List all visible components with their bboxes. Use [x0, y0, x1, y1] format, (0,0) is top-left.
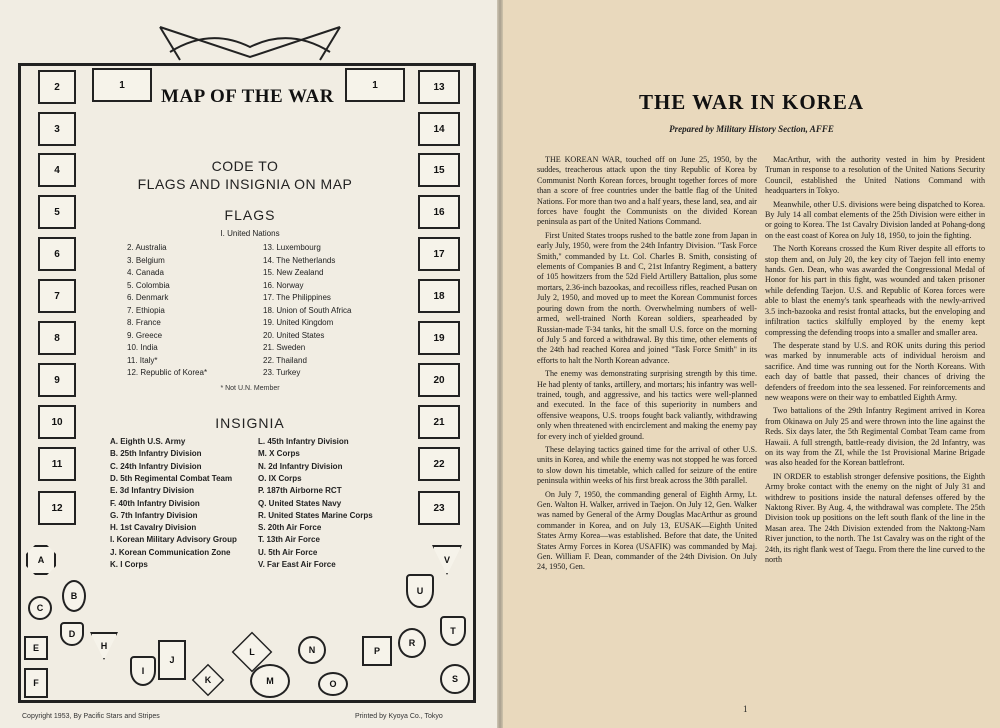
insignia-letter: V [443, 555, 450, 565]
insignia-letter: H [100, 641, 108, 651]
insignia-letter: T [450, 626, 456, 636]
list-item: 14. The Netherlands [263, 255, 336, 265]
insignia-marker [250, 664, 290, 698]
flag-box: 8 [38, 321, 76, 355]
flag-box: 4 [38, 153, 76, 187]
list-item: E. 3d Infantry Division [110, 486, 195, 496]
code-title-line2: FLAGS AND INSIGNIA ON MAP [137, 176, 353, 192]
list-item: 6. Denmark [127, 293, 169, 302]
insignia-letter: P [373, 646, 380, 656]
insignia-letter: A [37, 555, 45, 565]
list-item: 11. Italy* [127, 355, 158, 365]
list-item: 10. India [127, 343, 158, 352]
article-paragraph: On July 7, 1950, the commanding general of Eighth Army, Lt. Gen. Walton H. Walker, arrived in Taejon. On July 12, Gen. Walker was named by General of the Army Douglas MacArthur as ground commander in Korea, and on July 13, EUSAK—Eighth United States Army Korea—was established. Before that date, the United States Army Forces in Korea (USAFIK) was commanded by Maj. Gen. William F. Dean, commander of the 24th Division. On July 24, 1950, Gen. [537, 489, 757, 572]
insignia-letter: O [329, 679, 337, 689]
list-item: 20. United States [263, 330, 325, 340]
list-item: 4. Canada [127, 268, 164, 277]
insignia-letter: C [36, 603, 44, 613]
article-paragraph: The desperate stand by U.S. and ROK units during this period was marked by innumerable acts of individual heroism and sacrifice. And time was running out for the North Koreans. With each day of battle that passed, their chances of driving the defenders of freedom into the sea lessened. For reinforcements and new weapons were on their way to embattled Eighth Army. [765, 340, 985, 402]
flag-box: 22 [418, 447, 460, 481]
flags-note: * Not U.N. Member [220, 385, 280, 392]
list-item: A. Eighth U.S. Army [110, 437, 186, 446]
flag-box: 21 [418, 405, 460, 439]
article-paragraph: The North Koreans crossed the Kum River despite all efforts to stop them and, on July 20, the key city of Taejon fell into enemy hands. Gen. Dean, who was awarded the Congressional Medal of Honor for his part in this fight, was wounded and taken prisoner while defending Taejon. U.S. and Republic of Korea forces were able to blast the enemy's tank spearheads with the newly-arrived 3.5 inch-bazooka and resist frontal attacks, but the enveloping and infiltration tactics skilfully employed by the enemy kept compressing the defending troops into a smaller and smaller area. [765, 244, 985, 337]
printer: Printed by Kyoya Co., Tokyo [355, 713, 443, 720]
insignia-letter: R [408, 638, 416, 648]
insignia-marker [158, 640, 186, 680]
list-item: T. 13th Air Force [258, 535, 320, 545]
list-item: 9. Greece [127, 330, 163, 340]
flag-united-nations: I. United Nations [220, 229, 280, 238]
list-item: 23. Turkey [263, 368, 301, 377]
insignia-letter: E [32, 643, 39, 653]
list-item: F. 40th Infantry Division [110, 498, 200, 508]
flag-box: 23 [418, 491, 460, 525]
list-item: 19. United Kingdom [263, 318, 334, 327]
list-item: R. United States Marine Corps [258, 510, 373, 520]
insignia-letter: U [416, 586, 424, 596]
article-paragraph: These delaying tactics gained time for the arrival of other U.S. units in Korea, and while the enemy was not stopped he was forced to slow down his timetable, which called for seizure of the entire peninsula within weeks of his first break across the 38th parallel. [537, 444, 757, 486]
flag-box: 7 [38, 279, 76, 313]
list-item: 3. Belgium [127, 255, 165, 265]
insignia-marker [26, 545, 56, 575]
list-item: B. 25th Infantry Division [110, 449, 202, 459]
list-item: 13. Luxembourg [263, 243, 321, 252]
insignia-marker [24, 668, 48, 698]
insignia-marker [440, 616, 466, 646]
list-item: K. I Corps [110, 560, 148, 569]
flag-box: 13 [418, 70, 460, 104]
article-paragraph: IN ORDER to establish stronger defensive positions, the Eighth Army broke contact with the enemy on the night of July 31 and withdrew to positions inside the natural defenses offered by the Naktong River. By Aug. 4, the withdrawal was complete. The 25th Division took up positions on the left south flank of the line in the Masan area. The 24th Division extended from the Naktong-Nam River junction, to the north. The 1st Cavalry was on the right of the 24th, its right flank west of Taegu. From there the line curved to the north [765, 471, 985, 565]
flag-box: 1 [92, 68, 152, 102]
insignia-letter: M [266, 676, 274, 686]
list-item: J. Korean Communication Zone [110, 547, 231, 557]
flag-box: 12 [38, 491, 76, 525]
flag-box: 20 [418, 363, 460, 397]
insignia-letter: B [70, 591, 78, 601]
insignia-letter: F [33, 678, 39, 688]
article-column-1 [537, 155, 757, 576]
insignia-marker [398, 628, 426, 658]
insignia-letter: S [451, 674, 458, 684]
list-item: P. 187th Airborne RCT [258, 486, 342, 496]
insignia-marker [432, 545, 462, 575]
list-item: V. Far East Air Force [258, 560, 336, 569]
article-paragraph: The enemy was demonstrating surprising strength by this time. He had plenty of tanks, artillery, and mortars; his infantry was well-trained, tough, and aggressive, and his tactics were well-planned and executed. In the face of this superiority in numbers and offensive weapons, U.S. troops fought back valiantly, withdrawing only when threatened with encirclement and making the enemy pay for every inch of yielded ground. [537, 369, 757, 441]
insignia-letter: L [249, 647, 255, 657]
article-prepared-by: Prepared by Military History Section, AFFE [669, 124, 834, 134]
flag-box: 10 [38, 405, 76, 439]
flag-box: 16 [418, 195, 460, 229]
flags-heading: FLAGS [224, 207, 276, 223]
insignia-marker [192, 664, 224, 696]
list-item: G. 7th Infantry Division [110, 510, 198, 520]
list-item: N. 2d Infantry Division [258, 461, 343, 471]
list-item: L. 45th Infantry Division [258, 437, 349, 446]
flag-box: 1 [345, 68, 405, 102]
insignia-letter: I [141, 666, 145, 676]
insignia-letter: K [204, 675, 212, 685]
list-item: 21. Sweden [263, 343, 306, 352]
insignia-marker [440, 664, 470, 694]
insignia-marker [62, 580, 86, 612]
insignia-letter: N [308, 645, 316, 655]
list-item: D. 5th Regimental Combat Team [110, 473, 233, 483]
list-item: U. 5th Air Force [258, 547, 318, 557]
list-item: 22. Thailand [263, 355, 307, 365]
list-item: 12. Republic of Korea* [127, 368, 208, 377]
crossed-flags-icon [150, 22, 350, 62]
insignia-marker [60, 622, 84, 646]
article-column-2 [765, 155, 985, 568]
insignia-marker [24, 636, 48, 660]
article-paragraph: THE KOREAN WAR, touched off on June 25, 1950, by the suddes, treacherous attack upon the tiny Republic of Korea by Communist North Korean forces, brought together forces of more than a score of free countries under the battle flag of the United Nations. For more than two and a half years, these land, sea, and air forces have fought the Communists on the divided Korean peninsula as part of the United Nations Command. [537, 155, 757, 227]
page-number: 1 [743, 704, 748, 714]
right-page [503, 0, 1000, 728]
insignia-marker [406, 574, 434, 608]
insignia-marker [298, 636, 326, 664]
list-item: 8. France [127, 318, 161, 327]
list-item: 5. Colombia [127, 280, 170, 290]
list-item: 15. New Zealand [263, 268, 324, 277]
list-item: C. 24th Infantry Division [110, 461, 202, 471]
insignia-marker [318, 672, 348, 696]
insignia-marker [28, 596, 52, 620]
insignia-letter: D [68, 629, 76, 639]
list-item: 7. Ethiopia [127, 305, 165, 315]
flag-box: 14 [418, 112, 460, 146]
insignia-marker [90, 632, 118, 660]
flag-box: 5 [38, 195, 76, 229]
flag-box: 3 [38, 112, 76, 146]
list-item: M. X Corps [258, 449, 300, 459]
list-item: I. Korean Military Advisory Group [110, 535, 237, 545]
flag-box: 2 [38, 70, 76, 104]
insignia-letter: J [169, 655, 175, 665]
article-paragraph: MacArthur, with the authority vested in him by President Truman in response to a resolution of the United Nations Security Council, established the United Nations Command with headquarters in Tokyo. [765, 155, 985, 196]
flag-box: 9 [38, 363, 76, 397]
list-item: O. IX Corps [258, 473, 302, 483]
flag-box: 18 [418, 279, 460, 313]
list-item: 16. Norway [263, 280, 304, 290]
code-title-line1: CODE TO [211, 158, 279, 174]
list-item: 2. Australia [127, 243, 167, 252]
code-title [110, 157, 380, 193]
flag-box: 11 [38, 447, 76, 481]
article-paragraph: Two battalions of the 29th Infantry Regiment arrived in Korea from Okinawa on July 25 and were thrown into the line against the Reds. Six days later, the 5th Regimental Combat Team came from Hawaii. A full strength, battle-ready division, the 2d Infantry, was on its way from the ZI, while the 1st Provisional Marine Brigade was also headed for the Korean battlefront. [765, 406, 985, 468]
article-title: THE WAR IN KOREA [638, 90, 865, 114]
copyright: Copyright 1953, By Pacific Stars and Stripes [22, 713, 160, 720]
article-paragraph: Meanwhile, other U.S. divisions were being dispatched to Korea. By July 14 all combat elements of the 25th Division were either in or going to Korea. The 1st Cavalry Division landed at Pohang-dong on the east coast of Korea on July 18, 1950, to join the fighting. [765, 199, 985, 240]
list-item: 17. The Philippines [263, 293, 331, 302]
flag-box: 19 [418, 321, 460, 355]
left-page [0, 0, 497, 728]
list-item: S. 20th Air Force [258, 523, 322, 533]
map-title: MAP OF THE WAR [161, 86, 334, 107]
insignia-heading: INSIGNIA [215, 415, 285, 431]
list-item: 18. Union of South Africa [263, 305, 352, 315]
flag-box: 17 [418, 237, 460, 271]
flag-box: 6 [38, 237, 76, 271]
flag-box: 15 [418, 153, 460, 187]
insignia-marker [362, 636, 392, 666]
article-paragraph: First United States troops rushed to the battle zone from Japan in early July, 1950, were from the 24th Infantry Division. "Task Force Smith," commanded by Lt. Col. Charles B. Smith, consisting of elements of Companies B and C, 21st Infantry Regiment, a battery of 105 howitzers from the 52d Field Artillery Battalion, plus some mortars, 2.36-inch bazookas, and recoilless rifles, reached Pusan on July 2, 1950, and moved up to meet the Korean Communist forces pouring down from the north. Overwhelming numbers of well-armed, well-trained North Korean soldiers, spearheaded by Russian-made T-34 tanks, hit the small U.S. force on the morning of July 5 and forced a withdrawal. By this time, other elements of the 24th had reached Korea and joined "Task Force Smith" in its efforts to halt the North Korean advance. [537, 230, 757, 365]
list-item: Q. United States Navy [258, 498, 342, 508]
insignia-marker [130, 656, 156, 686]
list-item: H. 1st Cavalry Division [110, 523, 197, 533]
